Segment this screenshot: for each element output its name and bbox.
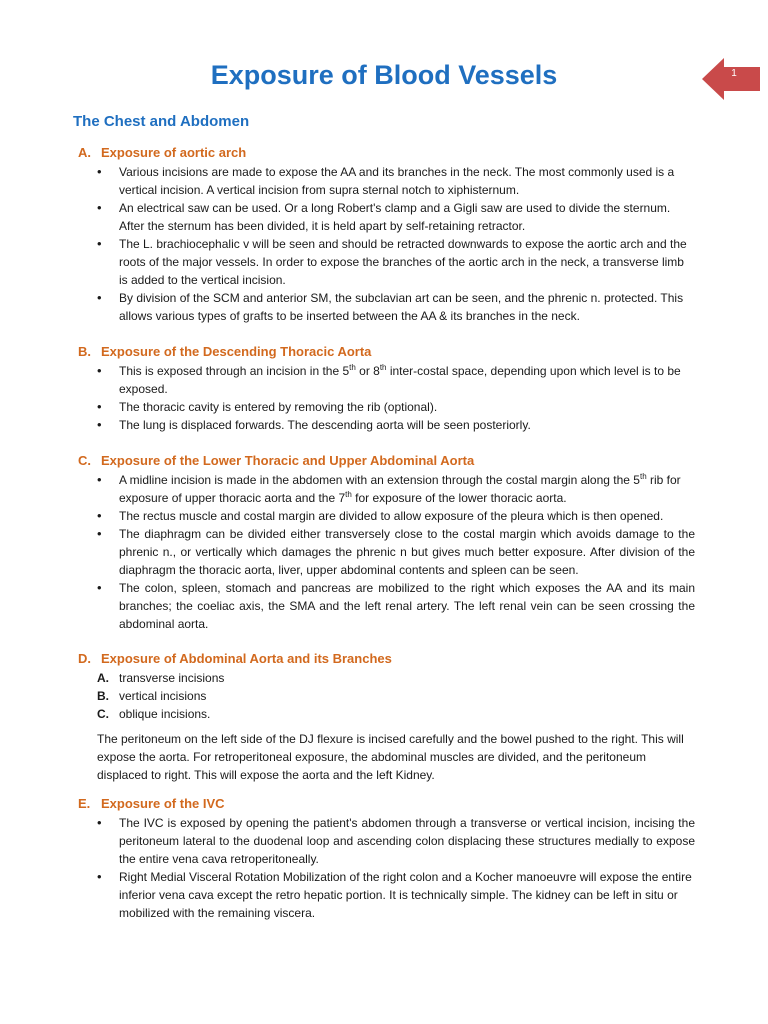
text-run: rib for exposure of upper thoracic aorta and the 7 [119,473,681,505]
section-letter: A. [78,145,91,160]
bullet-list [0,362,768,434]
incision-list [0,669,768,723]
list-marker: A. [97,671,109,685]
list-marker: B. [97,689,109,703]
list-item: • The IVC is exposed by opening the patient's abdomen through a transverse or vertical incision, incising the peritoneum lateral to the duodenal loop and ascending colon displacing these structures medially to expose the entire vena cava retroperitoneally. [0,814,695,868]
body-paragraph: The peritoneum on the left side of the DJ flexure is incised carefully and the bowel pushed to the right. This will expose the aorta. For retroperitoneal exposure, the abdominal muscles are divided, and the peritoneum displaced to right. This will expose the aorta and the left Kidney. [97,732,684,782]
section-letter: E. [78,796,91,811]
document-title: Exposure of Blood Vessels [210,60,558,90]
section-heading [78,453,474,468]
page-number-arrow-icon [702,58,760,100]
bullet-list [0,163,768,325]
section-heading [78,796,225,811]
list-item-text: oblique incisions. [119,707,211,721]
text-run: inter-costal space, depending upon which level is to be exposed. [119,364,681,396]
list-marker: C. [97,707,109,721]
superscript: th [349,363,356,372]
list-item [0,471,695,507]
section-title: Exposure of Abdominal Aorta and its Branches [101,651,392,666]
text-run: or 8 [355,364,380,378]
list-item: • The thoracic cavity is entered by removing the rib (optional). [0,398,695,416]
document-subtitle: The Chest and Abdomen [73,113,250,130]
page-number: 1 [731,68,737,79]
section-letter: C. [78,453,91,468]
text-run: This is exposed through an incision in the 5 [119,364,350,378]
section-letter: B. [78,344,91,359]
bullet-list [0,814,768,922]
text-run: A midline incision is made in the abdomen with an extension through the costal margin along the 5 [119,473,640,487]
superscript: th [379,363,387,372]
list-item [0,669,768,687]
list-item-text: transverse incisions [119,671,225,685]
section-heading [78,344,371,359]
section-heading [78,145,246,160]
superscript: th [345,490,352,499]
section-title: Exposure of the Descending Thoracic Aorta [101,344,372,359]
superscript: th [639,472,647,481]
list-item [0,705,768,723]
list-item [0,687,768,705]
list-item: • The rectus muscle and costal margin are divided to allow exposure of the pleura which is then opened. [0,507,695,525]
list-item: • An electrical saw can be used. Or a long Robert's clamp and a Gigli saw are used to divide the sternum. After the sternum has been divided, it is held apart by self-retaining retractor. [0,199,695,235]
bullet-list [0,471,768,633]
text-run: for exposure of the lower thoracic aorta. [351,491,567,505]
list-item-text: vertical incisions [119,689,207,703]
section-title: Exposure of aortic arch [101,145,247,160]
list-item: • The colon, spleen, stomach and pancreas are mobilized to the right which exposes the AA and its main branches; the coeliac axis, the SMA and the left renal artery. The left renal vein can be seen crossing the abdominal aorta. [0,579,695,633]
list-item [0,362,695,398]
list-item: • Various incisions are made to expose the AA and its branches in the neck. The most commonly used is a vertical incision. A vertical incision from supra sternal notch to xiphisternum. [0,163,695,199]
section-heading [78,651,392,666]
list-item: • By division of the SCM and anterior SM, the subclavian art can be seen, and the phrenic n. protected. This allows various types of grafts to be inserted between the AA & its branches in the neck. [0,289,695,325]
list-item: • The lung is displaced forwards. The descending aorta will be seen posteriorly. [0,416,695,434]
section-title: Exposure of the Lower Thoracic and Upper Abdominal Aorta [101,453,475,468]
section-letter: D. [78,651,91,666]
list-item: • The L. brachiocephalic v will be seen and should be retracted downwards to expose the aortic arch and the roots of the major vessels. In order to expose the branches of the aortic arch in the neck, a transverse limb is added to the vertical incision. [0,235,695,289]
list-item: • The diaphragm can be divided either transversely close to the costal margin which avoids damage to the phrenic n., or vertically which damages the phrenic n but gives much better exposure. After division of the diaphragm the thoracic aorta, liver, upper abdominal contents and spleen can be seen. [0,525,695,579]
section-title: Exposure of the IVC [101,796,225,811]
list-item: • Right Medial Visceral Rotation Mobilization of the right colon and a Kocher manoeuvre will expose the entire inferior vena cava except the retro hepatic portion. It is technically simple. The kidney can be left in situ or mobilized with the remaining viscera. [0,868,695,922]
